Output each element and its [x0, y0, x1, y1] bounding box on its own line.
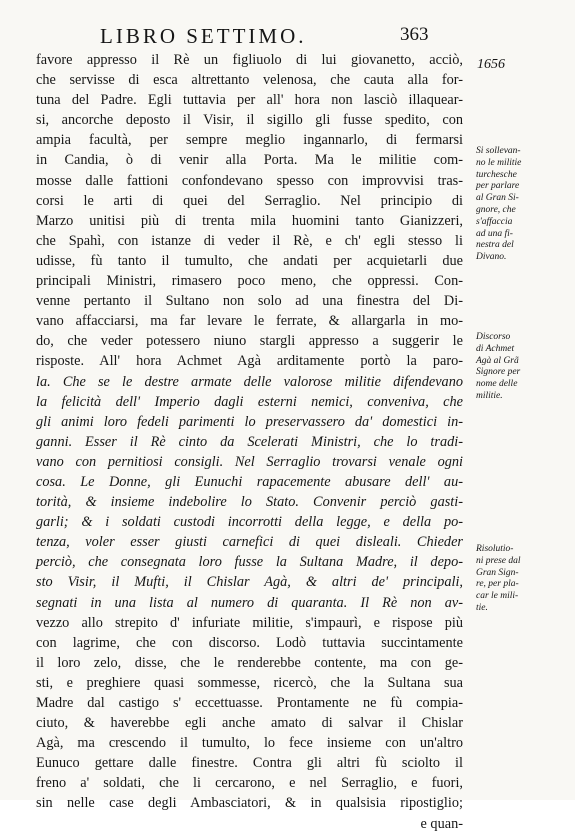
text-line: ampia facultà, per sempre meglio ingannarlo, di fermarsi [36, 132, 463, 149]
text-line: vezzo allo strepito d' infuriate militie, s'impaurì, e rispose più [36, 614, 463, 631]
text-line: gli animi loro fedeli parimenti lo preservassero da' domestici in- [36, 413, 463, 430]
sidenote-line: Divano. [476, 252, 507, 263]
text-line: con lagrime, che con discorso. Lodò tuttavia succintamente [36, 634, 463, 651]
text-line: freno a' soldati, che li cercarono, e nel Serraglio, e fuori, [36, 775, 463, 792]
sidenote-line: di Achmet [476, 343, 515, 354]
text-line: perciò, che consegnata loro fusse la Sultana Madre, il depo- [36, 554, 463, 571]
text-line: vano affacciarsi, ma far levare le ferrate, & allargarla in mo- [36, 313, 463, 330]
text-line: Marzo unitisi più di trenta mila huomini tanto Gianizzeri, [36, 212, 463, 229]
text-line: do, che veder potessero niuno stargli appresso a suggerir le [36, 333, 463, 350]
margin-year: 1656 [477, 57, 505, 72]
sidenote-line: al Gran Si- [476, 193, 519, 204]
text-line: ganni. Esser il Rè cinto da Scelerati Ministri, che lo tradi- [36, 433, 463, 450]
text-line: il loro zelo, disse, che le renderebbe contente, ma con ge- [36, 654, 463, 671]
text-line: corsi le arti di quei del Serraglio. Nel principio di [36, 192, 463, 209]
sidenote-line: turchesche [476, 169, 517, 180]
sidenote-line: ni prese dal [476, 555, 521, 566]
sidenote-line: Risolutio- [476, 544, 514, 554]
text-line: tenza, voler esser giusti carnefici di quei disleali. Chieder [36, 534, 463, 551]
sidenote-resolutions [476, 544, 558, 615]
text-line: si, ancorche deposto il Visir, il sigillo gli fusse spedito, con [36, 112, 463, 129]
text-line: cosa. Le Donne, gli Eunuchi rapacemente abusare dell' au- [36, 473, 463, 490]
text-line: tuna del Padre. Egli tuttavia per all' hora non lasciò illaquear- [36, 92, 463, 109]
text-line: che servisse di esca altrettanto velenosa, che cauta alla for- [36, 72, 463, 89]
text-line: segnati in una lista al numero di quaranta. Il Rè non av- [36, 594, 463, 611]
text-line: la felicità dell' Imperio dagli esterni nemici, conveniva, che [36, 393, 463, 410]
page-number: 363 [400, 24, 429, 45]
text-line: sti, e preghiere quasi sommesse, ricercò, che la Sultana sua [36, 674, 463, 691]
body-text [36, 50, 463, 834]
sidenote-line: car le mili- [476, 591, 519, 602]
text-line: sto Visir, il Mufti, il Chislar Agà, & altri de' principali, [36, 574, 463, 591]
sidenote-line: per parlare [476, 181, 520, 192]
running-head: LIBRO SETTIMO. [100, 24, 307, 48]
text-line: principali Ministri, rimasero poco meno, che oppressi. Con- [36, 273, 463, 290]
sidenote-line: s'affaccia [476, 216, 513, 227]
catchword: e quan- [420, 815, 463, 832]
text-line: torità, & insieme indebolire lo Stato. Convenir perciò gasti- [36, 494, 463, 511]
text-line: Madre dal castigo s' eccettuasse. Prontamente ne fù compia- [36, 695, 463, 711]
sidenote-line: gnore, che [476, 204, 516, 215]
sidenote-line: Discorso [476, 332, 511, 342]
text-line: risposte. All' hora Achmet Agà arditamente portò la paro- [36, 353, 463, 370]
sidenote-line: ad una fi- [476, 228, 513, 239]
text-line: ciuto, & haverebbe egli anche amato di salvar il Chislar [36, 715, 463, 732]
text-line: mosse dalle fattioni confondevano spesso con improvvisi tras- [36, 172, 463, 189]
sidenote-line: Si sollevan- [476, 146, 521, 156]
sidenote-line: re, per pla- [476, 579, 519, 590]
text-line: vano con pernitiosi consigli. Nel Serraglio trovarsi venale ogni [36, 453, 463, 470]
text-line: che Spahì, con istanze di veder il Rè, e ch' egli stesso li [36, 232, 463, 249]
sidenote-line: militie. [476, 390, 503, 401]
text-line: Eunuco gettare dalle finestre. Contra gli altri fù sciolto il [36, 755, 463, 772]
text-line: in Candia, ò di venir alla Porta. Ma le militie com- [36, 152, 463, 169]
sidenote-line: Signore per [476, 367, 521, 378]
sidenote-revolt [476, 146, 558, 264]
text-line: favore appresso il Rè un figliuolo di lui giovanetto, acciò, [36, 52, 463, 68]
sidenote-line: Gran Sign- [476, 567, 519, 578]
text-line: Agà, ma crescendo il tumulto, lo fece insieme con un'altro [36, 735, 463, 752]
text-line: venne pertanto il Sultano non solo ad una finestra del Di- [36, 293, 463, 310]
sidenote-achmet-speech [476, 332, 558, 403]
sidenote-line: nestra del [476, 240, 514, 251]
text-line: la. Che se le destre armate delle valorose militie difendevano [36, 373, 463, 390]
sidenote-line: Agà al Grã [476, 355, 519, 366]
sidenote-line: tie. [476, 602, 488, 613]
text-line: garli; & i soldati custodi incorrotti della legge, e della po- [36, 514, 463, 531]
sidenote-line: no le militie [476, 157, 522, 168]
text-line: udisse, fù tanto il tumulto, che andati per acquietarli due [36, 252, 463, 269]
sidenote-line: nome delle [476, 379, 518, 390]
text-line: sin nelle case degli Ambasciatori, & in qualsisia ripostiglio; [36, 795, 463, 812]
